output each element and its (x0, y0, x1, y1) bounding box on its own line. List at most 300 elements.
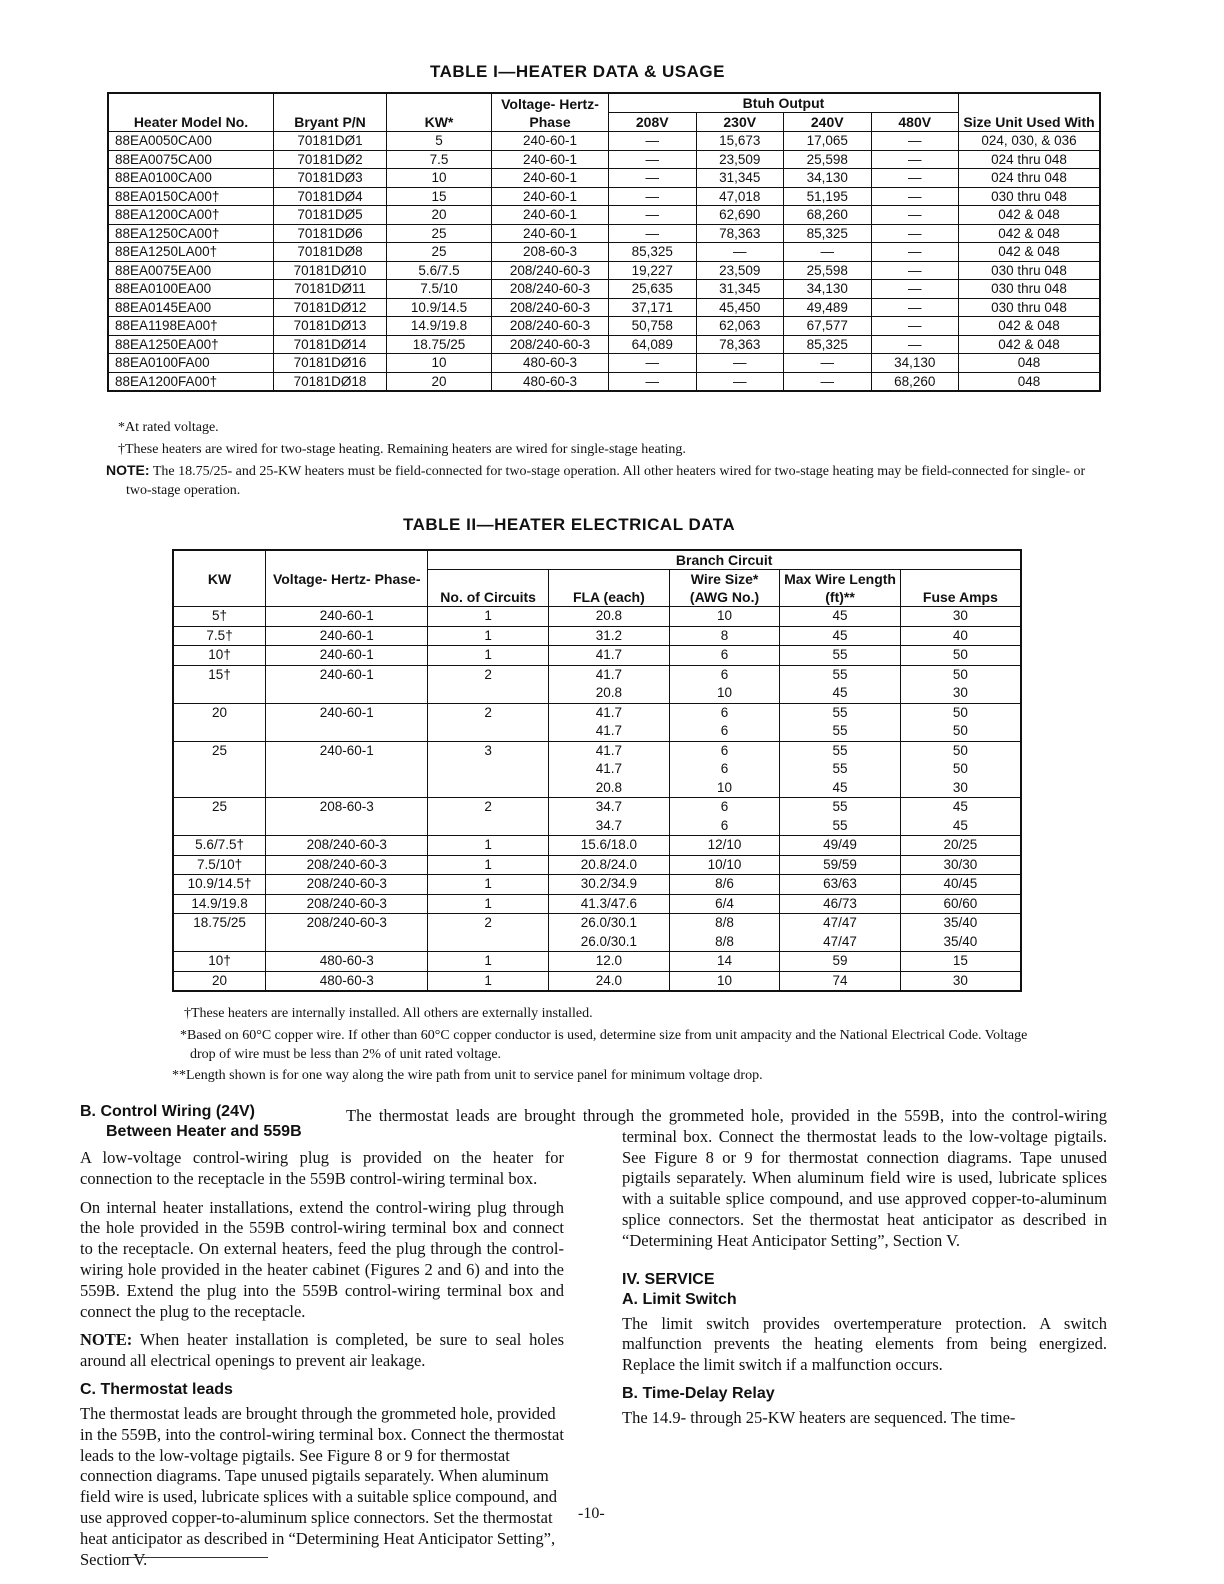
cell-line: 6/4 (715, 895, 734, 911)
cell-vhp: 240-60-1 (492, 187, 609, 206)
cell-btuh-230v: 78,363 (696, 335, 784, 354)
cell-kw: 15 (387, 187, 492, 206)
cell-size-unit: 042 & 048 (959, 243, 1101, 262)
cell-fla (548, 646, 669, 666)
cell-line: 35/40 (943, 915, 978, 930)
cell-btuh-480v: — (871, 335, 959, 354)
table1-footnote-2: †These heaters are wired for two-stage heating. Remaining heaters are wired for single-stage heating. (118, 442, 686, 457)
cell-model: 88EA1200CA00† (108, 206, 274, 225)
cell-line: 45 (832, 685, 848, 700)
cell-line: 41.7 (595, 761, 623, 776)
cell-circuits: 2 (428, 798, 549, 836)
cell-pn: 70181DØ5 (274, 206, 387, 225)
cell-model: 88EA0100EA00 (108, 280, 274, 299)
cell-line: 50 (952, 742, 968, 758)
paragraph-start: The thermostat leads are brought through the grommeted hole, provided in the 559B, into the control-wiring terminal box. Connect the thermostat leads to the low-voltage pigtails. See Figure 8 or 9 for thermostat connection diagrams. Tape unused pigtails separately. When aluminum field wire is used, lubricate splices with a suitable splice compound, and use approved copper-to-aluminum splice connectors. Set the thermostat heat anticipator as described in “Determining Heat Anticipator Setting”, Section V. (80, 1403, 564, 1569)
col-btuh: Btuh Output (609, 93, 959, 113)
cell-btuh-208v: 25,635 (609, 280, 697, 299)
note-paragraph (80, 1330, 564, 1372)
table2-title: TABLE II—HEATER ELECTRICAL DATA (403, 515, 736, 534)
cell-kw: 25 (173, 741, 266, 798)
cell-vhp: 208/240-60-3 (492, 298, 609, 317)
cell-btuh-230v: — (696, 354, 784, 373)
cell-circuits: 2 (428, 665, 549, 703)
cell-line: 41.3/47.6 (580, 895, 638, 911)
cell-btuh-480v: — (871, 132, 959, 151)
cell-wire-size (669, 952, 780, 972)
cell-wire-size (669, 855, 780, 875)
cell-fla (548, 741, 669, 798)
cell-line: 60/60 (943, 895, 978, 911)
cell-pn: 70181DØ3 (274, 169, 387, 188)
col-kw: KW (173, 550, 266, 607)
cell-line: 50 (952, 666, 968, 682)
table-row (108, 354, 1100, 373)
cell-line: 20.8 (595, 685, 623, 700)
cell-kw: 20 (173, 703, 266, 741)
col-240v: 240V (784, 113, 872, 132)
cell-wire-size (669, 836, 780, 856)
cell-line: 41.7 (595, 723, 623, 738)
cell-btuh-208v: 64,089 (609, 335, 697, 354)
cell-fuse-amps (900, 798, 1021, 836)
cell-line: 14 (717, 953, 733, 968)
cell-btuh-208v: — (609, 224, 697, 243)
cell-model: 88EA0075CA00 (108, 150, 274, 169)
cell-line: 74 (832, 972, 848, 988)
cell-size-unit: 030 thru 048 (959, 187, 1101, 206)
paragraph: The 14.9- through 25-KW heaters are sequenced. The time- (622, 1407, 1016, 1427)
table1-title: TABLE I—HEATER DATA & USAGE (430, 62, 725, 81)
col-length: Max Wire Length (ft)** (780, 570, 900, 607)
table-row (173, 626, 1021, 646)
cell-vhp: 208/240-60-3 (492, 280, 609, 299)
table-row (108, 187, 1100, 206)
table-row (108, 261, 1100, 280)
table-row (173, 914, 1021, 952)
cell-btuh-240v: 51,195 (784, 187, 872, 206)
cell-vhp: 208/240-60-3 (266, 894, 428, 914)
cell-line: 34.7 (595, 799, 623, 814)
cell-line: 26.0/30.1 (580, 933, 638, 949)
cell-btuh-480v: — (871, 224, 959, 243)
cell-fla (548, 665, 669, 703)
cell-fuse-amps (900, 741, 1021, 798)
cell-model: 88EA0145EA00 (108, 298, 274, 317)
cell-btuh-208v: — (609, 132, 697, 151)
cell-vhp: 208/240-60-3 (266, 914, 428, 952)
cell-line: 20.8/24.0 (580, 856, 638, 872)
cell-line: 40 (952, 627, 968, 643)
footer-rule (124, 1557, 268, 1558)
cell-line: 50 (952, 647, 968, 662)
cell-line: 41.7 (595, 647, 623, 662)
table-row (108, 298, 1100, 317)
table-row (173, 971, 1021, 991)
table-row (108, 280, 1100, 299)
cell-vhp: 240-60-1 (266, 626, 428, 646)
table2-footnote-2: *Based on 60°C copper wire. If other than 60°C copper conductor is used, determine size from unit ampacity and the National Electrical Code. Voltage drop of wire must be less than 2% of unit rated voltage. (180, 1028, 1028, 1062)
cell-kw: 14.9/19.8 (387, 317, 492, 336)
cell-line: 8/8 (715, 933, 734, 949)
cell-line: 6 (720, 799, 729, 814)
cell-fuse-amps (900, 914, 1021, 952)
cell-btuh-480v: — (871, 169, 959, 188)
cell-line: 55 (832, 647, 848, 662)
cell-btuh-230v: 31,345 (696, 169, 784, 188)
cell-model: 88EA1250EA00† (108, 335, 274, 354)
cell-max-length (780, 875, 900, 895)
cell-vhp: 208/240-60-3 (492, 335, 609, 354)
cell-circuits: 1 (428, 836, 549, 856)
cell-pn: 70181DØ14 (274, 335, 387, 354)
cell-btuh-240v: 67,577 (784, 317, 872, 336)
cell-wire-size (669, 626, 780, 646)
cell-line: 45 (952, 817, 968, 833)
cell-wire-size (669, 798, 780, 836)
table-row (173, 875, 1021, 895)
cell-kw: 5† (173, 607, 266, 627)
cell-line: 20/25 (943, 837, 978, 852)
cell-line: 6 (720, 647, 729, 662)
cell-line: 50 (952, 704, 968, 720)
cell-kw: 7.5/10† (173, 855, 266, 875)
cell-vhp: 240-60-1 (492, 169, 609, 188)
table-row (173, 798, 1021, 836)
cell-line: 49/49 (823, 837, 857, 852)
cell-size-unit: 042 & 048 (959, 224, 1101, 243)
paragraph-continued (346, 1106, 1107, 1252)
cell-btuh-240v: 34,130 (784, 169, 872, 188)
cell-vhp: 208/240-60-3 (266, 875, 428, 895)
cell-line: 8 (720, 627, 729, 643)
cell-kw: 5 (387, 132, 492, 151)
cell-btuh-230v: 62,063 (696, 317, 784, 336)
col-vhp: Voltage- Hertz- Phase- (266, 550, 428, 607)
cell-vhp: 208/240-60-3 (492, 261, 609, 280)
cell-line: 55 (832, 817, 848, 833)
cell-size-unit: 030 thru 048 (959, 298, 1101, 317)
cell-line: 31.2 (595, 627, 623, 643)
note-text: The 18.75/25- and 25-KW heaters must be field-connected for two-stage operation. All other heaters wired for two-stage heating may be field-connected for single- or two-stage operation. (126, 464, 1086, 498)
cell-max-length (780, 665, 900, 703)
col-kw: KW* (387, 93, 492, 132)
cell-btuh-230v: — (696, 372, 784, 391)
cell-circuits: 1 (428, 626, 549, 646)
cell-btuh-240v: 25,598 (784, 150, 872, 169)
cell-wire-size (669, 741, 780, 798)
cell-line: 55 (832, 723, 848, 738)
table-row (173, 855, 1021, 875)
cell-fuse-amps (900, 626, 1021, 646)
cell-fla (548, 703, 669, 741)
cell-line: 35/40 (943, 933, 978, 949)
cell-kw: 20 (173, 971, 266, 991)
cell-btuh-230v: 62,690 (696, 206, 784, 225)
cell-btuh-480v: — (871, 280, 959, 299)
cell-fla (548, 855, 669, 875)
cell-line: 8/6 (715, 876, 734, 891)
cell-fuse-amps (900, 607, 1021, 627)
cell-size-unit: 030 thru 048 (959, 261, 1101, 280)
table-row (108, 132, 1100, 151)
cell-btuh-208v: 37,171 (609, 298, 697, 317)
cell-line: 10 (717, 608, 733, 623)
cell-pn: 70181DØ18 (274, 372, 387, 391)
cell-model: 88EA1250CA00† (108, 224, 274, 243)
cell-line: 6 (720, 666, 729, 682)
cell-line: 10/10 (707, 856, 742, 872)
table-row (108, 169, 1100, 188)
cell-btuh-208v: 85,325 (609, 243, 697, 262)
cell-vhp: 240-60-1 (492, 150, 609, 169)
left-column (80, 1102, 564, 1569)
col-480v: 480V (871, 113, 959, 132)
cell-line: 45 (952, 799, 968, 814)
cell-circuits: 1 (428, 875, 549, 895)
paragraph: A low-voltage control-wiring plug is provided on the heater for connection to the receptacle in the 559B control-wiring terminal box. (80, 1148, 564, 1188)
cell-line: 30 (952, 972, 968, 988)
cell-line: 15.6/18.0 (580, 837, 638, 852)
cell-size-unit: 048 (959, 372, 1101, 391)
cell-line: 30.2/34.9 (580, 876, 638, 891)
cell-vhp: 240-60-1 (266, 703, 428, 741)
paragraph-text: The thermostat leads are brought through the grommeted hole, provided in the 559B, into the control-wiring terminal box. Connect the thermostat leads to the low-voltage pigtails. See Figure 8 or 9 for thermostat connection diagrams. Tape unused pigtails separately. When aluminum field wire is used, lubricate splices with a suitable splice compound, and use approved copper-to-aluminum splice connectors. Set the thermostat heat anticipator as described in “Determining Heat Anticipator Setting”, Section V. (346, 1106, 1107, 1250)
cell-line: 26.0/30.1 (580, 915, 638, 930)
cell-pn: 70181DØ2 (274, 150, 387, 169)
cell-kw: 10.9/14.5† (173, 875, 266, 895)
cell-line: 6 (720, 817, 729, 833)
cell-wire-size (669, 914, 780, 952)
cell-line: 34.7 (595, 817, 623, 833)
heading-control-wiring: B. Control Wiring (24V) (80, 1103, 255, 1120)
cell-kw: 10† (173, 952, 266, 972)
cell-line: 10 (717, 779, 733, 795)
cell-btuh-230v: 78,363 (696, 224, 784, 243)
cell-pn: 70181DØ10 (274, 261, 387, 280)
cell-line: 47/47 (823, 915, 857, 930)
col-model: Heater Model No. (108, 93, 274, 132)
col-wire: Wire Size* (AWG No.) (669, 570, 780, 607)
table2-footnote-3: **Length shown is for one way along the wire path from unit to service panel for minimum voltage drop. (172, 1068, 763, 1083)
cell-line: 55 (832, 666, 848, 682)
cell-size-unit: 048 (959, 354, 1101, 373)
heater-data-table (107, 92, 1101, 392)
cell-btuh-230v: 23,509 (696, 150, 784, 169)
cell-wire-size (669, 607, 780, 627)
cell-max-length (780, 798, 900, 836)
cell-max-length (780, 626, 900, 646)
cell-model: 88EA1198EA00† (108, 317, 274, 336)
cell-line: 45 (832, 608, 848, 623)
cell-pn: 70181DØ1 (274, 132, 387, 151)
cell-fla (548, 914, 669, 952)
col-vhp: Voltage- Hertz- Phase (492, 93, 609, 132)
cell-kw: 15† (173, 665, 266, 703)
col-fuse: Fuse Amps (900, 570, 1021, 607)
cell-pn: 70181DØ12 (274, 298, 387, 317)
cell-max-length (780, 952, 900, 972)
cell-circuits: 1 (428, 646, 549, 666)
col-fla: FLA (each) (548, 570, 669, 607)
page-number: -10- (578, 1505, 605, 1522)
col-branch-circuit: Branch Circuit (428, 550, 1021, 570)
cell-max-length (780, 607, 900, 627)
right-column (346, 1106, 1107, 1437)
cell-line: 41.7 (595, 666, 623, 682)
cell-line: 50 (952, 723, 968, 738)
cell-size-unit: 042 & 048 (959, 206, 1101, 225)
cell-model: 88EA1200FA00† (108, 372, 274, 391)
cell-vhp: 240-60-1 (492, 224, 609, 243)
cell-model: 88EA0050CA00 (108, 132, 274, 151)
cell-fuse-amps (900, 875, 1021, 895)
cell-fla (548, 607, 669, 627)
cell-fuse-amps (900, 894, 1021, 914)
cell-pn: 70181DØ8 (274, 243, 387, 262)
cell-vhp: 480-60-3 (492, 354, 609, 373)
cell-max-length (780, 971, 900, 991)
cell-model: 88EA1250LA00† (108, 243, 274, 262)
cell-btuh-230v: 45,450 (696, 298, 784, 317)
cell-kw: 7.5 (387, 150, 492, 169)
cell-btuh-480v: 68,260 (871, 372, 959, 391)
cell-line: 12.0 (595, 953, 623, 968)
cell-line: 10 (717, 972, 733, 988)
cell-btuh-208v: 19,227 (609, 261, 697, 280)
cell-pn: 70181DØ4 (274, 187, 387, 206)
cell-vhp: 480-60-3 (266, 971, 428, 991)
cell-wire-size (669, 646, 780, 666)
cell-btuh-480v: — (871, 317, 959, 336)
table1-note (106, 461, 1096, 500)
cell-btuh-240v: 85,325 (784, 224, 872, 243)
cell-fla (548, 626, 669, 646)
cell-btuh-480v: — (871, 206, 959, 225)
cell-line: 30 (952, 685, 968, 700)
cell-btuh-480v: — (871, 243, 959, 262)
cell-max-length (780, 646, 900, 666)
cell-max-length (780, 703, 900, 741)
cell-line: 10 (717, 685, 733, 700)
cell-pn: 70181DØ11 (274, 280, 387, 299)
table-row (108, 372, 1100, 391)
cell-fuse-amps (900, 836, 1021, 856)
heading-limit-switch: A. Limit Switch (622, 1290, 737, 1308)
table-row (108, 150, 1100, 169)
table-row (173, 703, 1021, 741)
cell-kw: 25 (387, 224, 492, 243)
cell-fla (548, 894, 669, 914)
cell-pn: 70181DØ6 (274, 224, 387, 243)
cell-kw: 18.75/25 (387, 335, 492, 354)
cell-btuh-240v: — (784, 243, 872, 262)
cell-btuh-240v: 34,130 (784, 280, 872, 299)
cell-btuh-208v: — (609, 206, 697, 225)
cell-size-unit: 024 thru 048 (959, 169, 1101, 188)
cell-line: 30 (952, 779, 968, 795)
table-row (173, 836, 1021, 856)
cell-circuits: 1 (428, 952, 549, 972)
cell-model: 88EA0150CA00† (108, 187, 274, 206)
cell-line: 30 (952, 608, 968, 623)
cell-btuh-480v: 34,130 (871, 354, 959, 373)
cell-max-length (780, 894, 900, 914)
cell-circuits: 1 (428, 971, 549, 991)
cell-btuh-240v: 25,598 (784, 261, 872, 280)
cell-circuits: 1 (428, 855, 549, 875)
heading-between-heater: Between Heater and 559B (106, 1123, 302, 1140)
cell-btuh-208v: 50,758 (609, 317, 697, 336)
cell-vhp: 208-60-3 (492, 243, 609, 262)
cell-btuh-208v: — (609, 169, 697, 188)
cell-pn: 70181DØ16 (274, 354, 387, 373)
table-row (173, 665, 1021, 703)
cell-fla (548, 875, 669, 895)
cell-fuse-amps (900, 952, 1021, 972)
cell-model: 88EA0100CA00 (108, 169, 274, 188)
cell-btuh-208v: — (609, 372, 697, 391)
cell-kw: 7.5/10 (387, 280, 492, 299)
cell-line: 20.8 (595, 608, 623, 623)
cell-btuh-208v: — (609, 354, 697, 373)
cell-model: 88EA0075EA00 (108, 261, 274, 280)
cell-btuh-480v: — (871, 187, 959, 206)
cell-line: 6 (720, 742, 729, 758)
cell-line: 40/45 (943, 876, 978, 891)
table2-footnote-1: †These heaters are internally installed. All others are externally installed. (184, 1006, 593, 1021)
cell-vhp: 208/240-60-3 (492, 317, 609, 336)
col-230v: 230V (696, 113, 784, 132)
table1-footnote-1: *At rated voltage. (118, 420, 219, 435)
cell-btuh-240v: — (784, 354, 872, 373)
cell-circuits: 2 (428, 703, 549, 741)
cell-btuh-240v: 49,489 (784, 298, 872, 317)
cell-circuits: 2 (428, 914, 549, 952)
cell-line: 55 (832, 761, 848, 776)
cell-fla (548, 952, 669, 972)
cell-vhp: 240-60-1 (492, 206, 609, 225)
cell-vhp: 240-60-1 (266, 646, 428, 666)
paragraph: The limit switch provides overtemperature protection. A switch malfunction prevents the heating elements from being energized. Replace the limit switch if a malfunction occurs. (622, 1313, 1107, 1375)
cell-model: 88EA0100FA00 (108, 354, 274, 373)
table-row (173, 894, 1021, 914)
cell-kw: 10† (173, 646, 266, 666)
cell-kw: 18.75/25 (173, 914, 266, 952)
cell-btuh-230v: 31,345 (696, 280, 784, 299)
cell-size-unit: 024 thru 048 (959, 150, 1101, 169)
table-row (108, 243, 1100, 262)
cell-size-unit: 042 & 048 (959, 317, 1101, 336)
cell-wire-size (669, 665, 780, 703)
cell-line: 8/8 (715, 915, 734, 930)
heading-service: IV. SERVICE (622, 1270, 715, 1288)
cell-fuse-amps (900, 855, 1021, 875)
cell-btuh-480v: — (871, 261, 959, 280)
cell-circuits: 3 (428, 741, 549, 798)
cell-vhp: 480-60-3 (266, 952, 428, 972)
cell-wire-size (669, 971, 780, 991)
heading-thermostat-leads: C. Thermostat leads (80, 1380, 233, 1398)
table-row (173, 741, 1021, 798)
cell-btuh-230v: 47,018 (696, 187, 784, 206)
cell-max-length (780, 741, 900, 798)
table-row (173, 607, 1021, 627)
cell-kw: 14.9/19.8 (173, 894, 266, 914)
cell-line: 6 (720, 761, 729, 776)
cell-kw: 7.5† (173, 626, 266, 646)
cell-vhp: 480-60-3 (492, 372, 609, 391)
